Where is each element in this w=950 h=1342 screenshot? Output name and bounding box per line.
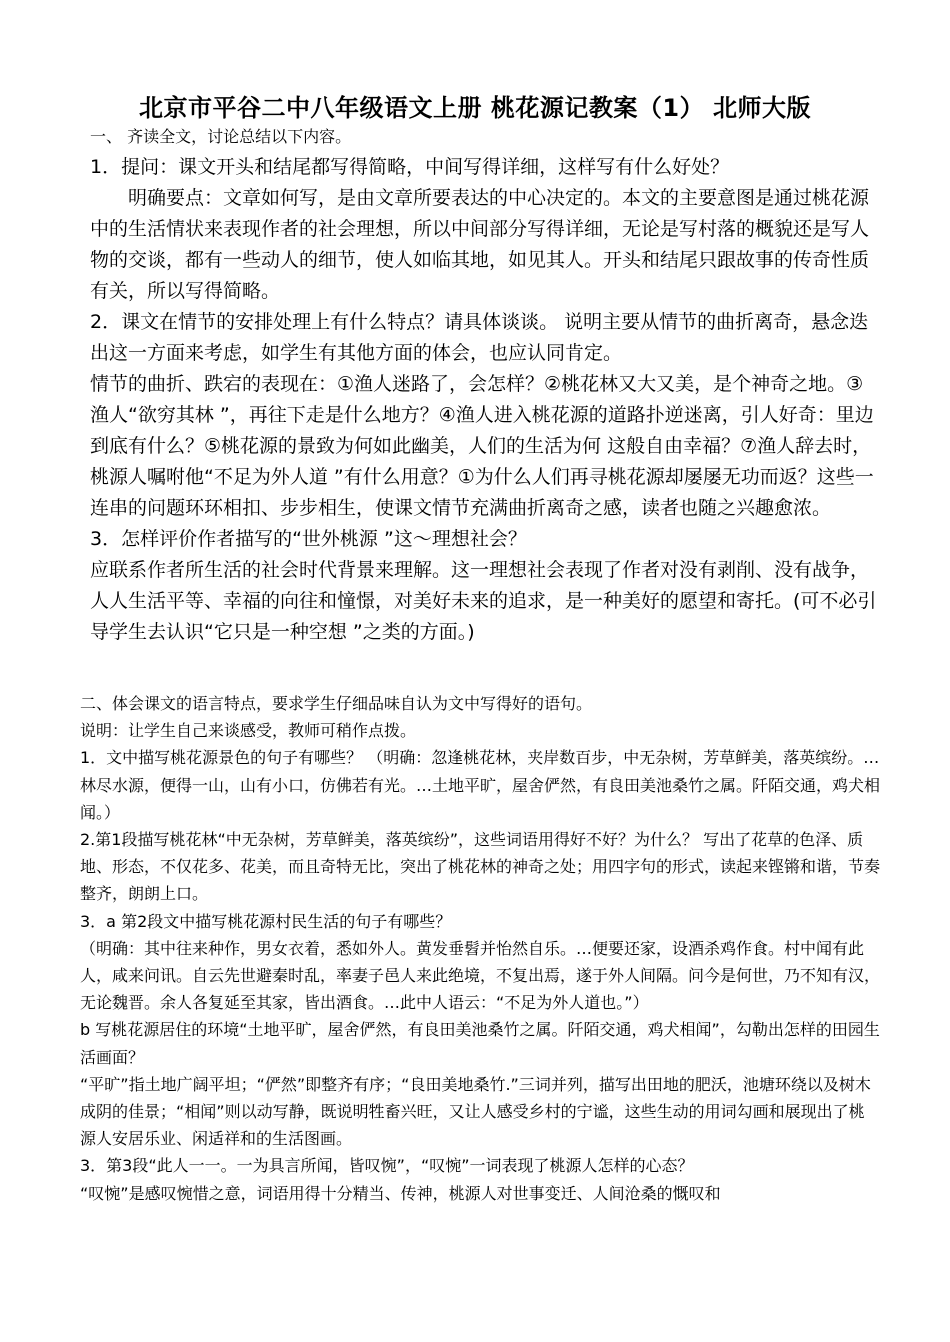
- answer-2: 情节的曲折、跌宕的表现在：①渔人迷路了，会怎样？②桃花林又大又美，是个神奇之地。③渔人“欲穷其林 ”，再往下走是什么地方？④渔人进入桃花源的道路扑逆迷离，引人好奇：里边到底有什么？⑤桃花源的景致为何如此幽美，人们的生活为何 这般自由幸福？⑦渔人辞去时，桃源人嘱咐他“不足为外人道 ”有什么用意？①为什么人们再寻桃花源却屡屡无功而返？这些一连串的问题环环相扣、步步相生，使课文情节充满曲折离奇之感，读者也随之兴趣愈浓。: [90, 373, 874, 519]
- question-3: 3．怎样评价作者描写的“世外桃源 ”这～理想社会？: [90, 528, 527, 550]
- section-one-heading: 一、 齐读全文，讨论总结以下内容。: [90, 127, 352, 146]
- paragraph-1: 1．文中描写桃花源景色的句子有哪些？ （明确：忽逢桃花林，夹岸数百步，中无杂树，芳草鲜美，落英缤纷。…林尽水源，便得一山，山有小口，仿佛若有光。…土地平旷，屋舍俨然，有良田美池桑竹之属。阡陌交通，鸡犬相闻。）: [80, 748, 881, 822]
- question-1: 1．提问：课文开头和结尾都写得简略，中间写得详细，这样写有什么好处？: [90, 156, 730, 178]
- paragraph-2: 2.第1段描写桃花林“中无杂树，芳草鲜美，落英缤纷”，这些词语用得好不好？为什么？ 写出了花草的色泽、质地、形态，不仅花多、花美，而且奇特无比，突出了桃花林的神奇之处；用四字句的形式，读起来铿锵和谐，节奏整齐，朗朗上口。: [80, 830, 881, 904]
- answer-3: 应联系作者所生活的社会时代背景来理解。这一理想社会表现了作者对没有剥削、没有战争，人人生活平等、幸福的向往和憧憬，对美好未来的追求，是一种美好的愿望和寄托。(可不必引导学生去认识“它只是一种空想 ”之类的方面。): [90, 559, 877, 643]
- paragraph-3b: b 写桃花源居住的环境“土地平旷，屋舍俨然，有良田美池桑竹之属。阡陌交通，鸡犬相闻”，勾勒出怎样的田园生活画面？: [80, 1020, 880, 1067]
- question-2: 2．课文在情节的安排处理上有什么特点？请具体谈谈。 说明主要从情节的曲折离奇，悬念迭出这一方面来考虑，如学生有其他方面的体会，也应认同肯定。: [90, 311, 869, 364]
- paragraph-4-answer: “叹惋”是感叹惋惜之意，词语用得十分精当、传神，桃源人对世事变迁、人间沧桑的慨叹和: [80, 1183, 721, 1203]
- section-two: [80, 690, 880, 1207]
- paragraph-3a: 3．a 第2段文中描写桃花源村民生活的句子有哪些？: [80, 911, 452, 931]
- page-title: 北京市平谷二中八年级语文上册 桃花源记教案（1） 北师大版: [139, 94, 811, 122]
- paragraph-4: 3．第3段“此人一一。一为具言所闻，皆叹惋”，“叹惋”一词表现了桃源人怎样的心态？: [80, 1156, 694, 1176]
- paragraph-3a-answer: （明确：其中往来种作，男女衣着，悉如外人。黄发垂髫并怡然自乐。…便要还家，设酒杀鸡作食。村中闻有此人，咸来问讯。自云先世避秦时乱，率妻子邑人来此绝境，不复出焉，遂于外人间隔。问今是何世，乃不知有汉，无论魏晋。余人各复延至其家，皆出酒食。…此中人语云：“不足为外人道也。”）: [80, 938, 881, 1013]
- paragraph-3b-answer: “平旷”指土地广阔平坦；“俨然”即整齐有序；“良田美地桑竹.”三词并列，描写出田地的肥沃，池塘环绕以及树木成阴的佳景；“相闻”则以动写静，既说明牲畜兴旺，又让人感受乡村的宁谧，这些生动的用词勾画和展现出了桃源人安居乐业、闲适祥和的生活图画。: [80, 1074, 871, 1149]
- section-one: [90, 126, 880, 648]
- section-two-note: 说明：让学生自己来谈感受，教师可稍作点拨。: [80, 721, 417, 741]
- section-two-heading: 二、体会课文的语言特点，要求学生仔细品味自认为文中写得好的语句。: [80, 694, 593, 713]
- answer-1: 明确要点：文章如何写，是由文章所要表达的中心决定的。本文的主要意图是通过桃花源中的生活情状来表现作者的社会理想，所以中间部分写得详细，无论是写村落的概貌还是写人物的交谈，都有一些动人的细节，使人如临其地，如见其人。开头和结尾只跟故事的传奇性质有关，所以写得简略。: [90, 187, 870, 302]
